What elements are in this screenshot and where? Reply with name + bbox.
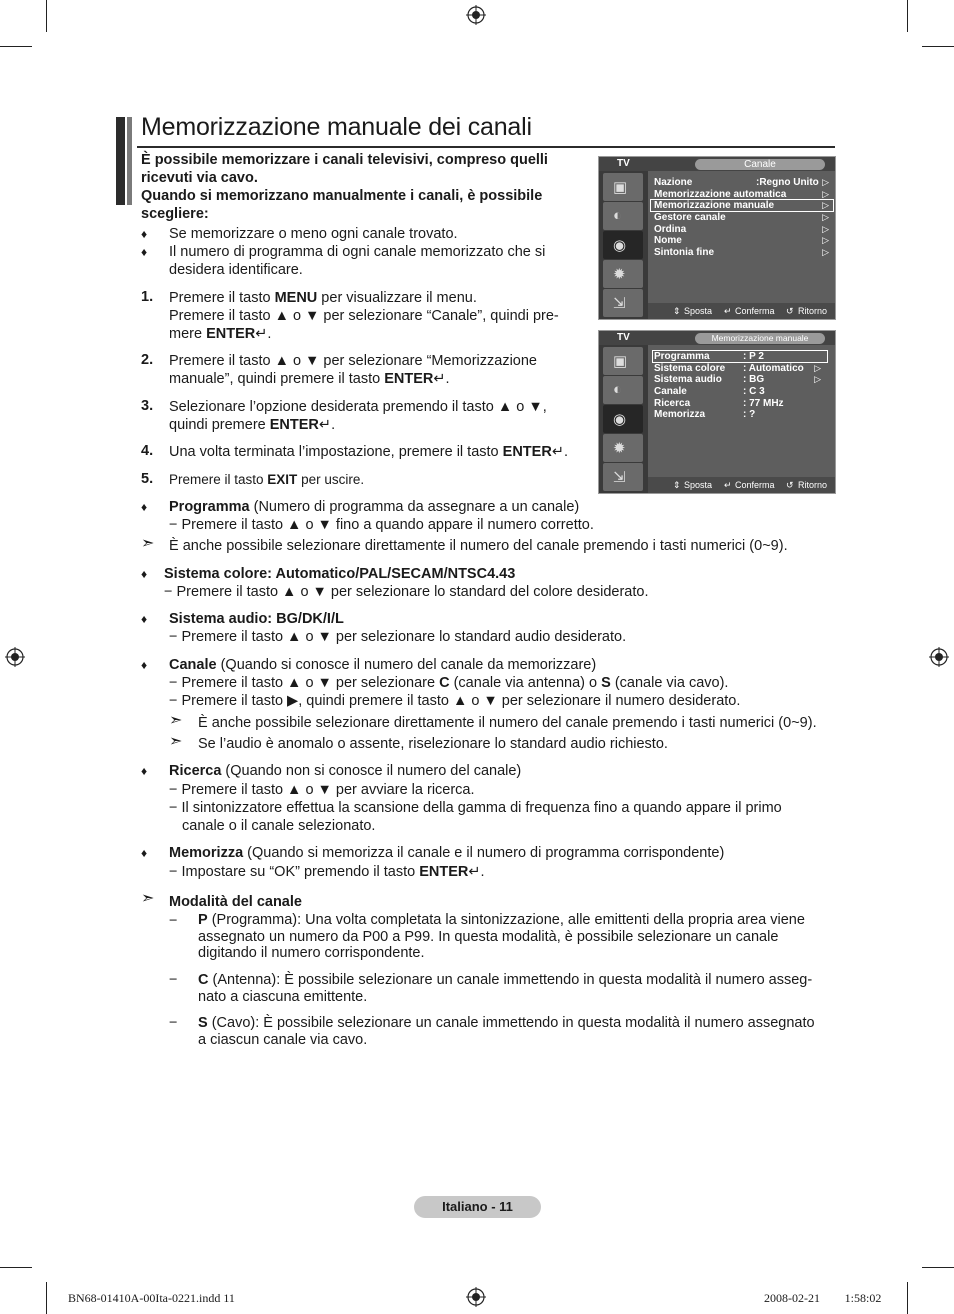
tv-menu-footer bbox=[648, 477, 835, 493]
input-icon: ⇲ bbox=[603, 289, 643, 317]
tv-menu-item[interactable]: Canale bbox=[654, 386, 687, 397]
modalita-heading: Modalità del canale bbox=[169, 894, 302, 910]
tv-menu-item[interactable]: Ordina bbox=[654, 224, 687, 235]
modalita-s: S (Cavo): È possibile selezionare un canale immettendo in questa modalità il numero assegnato a ciascun canale via cavo. bbox=[198, 1015, 815, 1048]
step-number: 4. bbox=[141, 443, 154, 459]
step-number: 1. bbox=[141, 289, 154, 305]
note-arrow-icon: ➣ bbox=[141, 890, 155, 907]
arrow-right-icon: ▷ bbox=[822, 200, 829, 210]
move-icon: ⇕ bbox=[673, 480, 681, 490]
tv-menu-item[interactable]: Sistema audio bbox=[654, 374, 722, 385]
sound-icon: ◐ bbox=[603, 202, 643, 230]
crop-mark bbox=[922, 1267, 954, 1268]
ricerca-text: canale o il canale selezionato. bbox=[182, 818, 376, 834]
crop-mark bbox=[46, 0, 47, 32]
note-arrow-icon: ➣ bbox=[141, 535, 155, 552]
tv-menu-item[interactable]: Gestore canale bbox=[654, 212, 726, 223]
registration-mark-icon bbox=[929, 647, 949, 667]
footer-file-info: BN68-01410A-00Ita-0221.indd 11 bbox=[68, 1291, 235, 1305]
tv-menu-value: : P 2 bbox=[743, 351, 764, 362]
tv-menu-value: : 77 MHz bbox=[743, 398, 784, 409]
tv-menu-item[interactable]: Programma bbox=[654, 351, 710, 362]
sistema-colore-text: − Premere il tasto ▲ o ▼ per selezionare lo standard del colore desiderato. bbox=[164, 584, 649, 600]
arrow-right-icon: ▷ bbox=[822, 247, 829, 257]
title-underline bbox=[137, 146, 835, 148]
dash: − bbox=[169, 1015, 178, 1031]
canale-note: Se l’audio è anomalo o assente, riselezionare lo standard audio richiesto. bbox=[198, 736, 668, 752]
setup-icon: ✹ bbox=[603, 260, 643, 288]
footer-move: Sposta bbox=[684, 306, 713, 316]
tv-menu-sidebar bbox=[599, 171, 648, 319]
canale-heading: Canale (Quando si conosce il numero del canale da memorizzare) bbox=[169, 657, 597, 673]
bullet-icon: ♦ bbox=[141, 567, 148, 581]
enter-icon: ↵ bbox=[551, 444, 564, 460]
arrow-right-icon: ▷ bbox=[822, 212, 829, 222]
step-1-text: Premere il tasto MENU per visualizzare il menu. bbox=[169, 290, 477, 306]
step-number: 3. bbox=[141, 398, 154, 414]
canale-note: È anche possibile selezionare direttamente il numero del canale premendo i tasti numerici (0~9). bbox=[198, 715, 817, 731]
bullet-icon: ♦ bbox=[141, 658, 148, 672]
tv-menu-item[interactable]: Sintonia fine bbox=[654, 247, 714, 258]
modalita-c: C (Antenna): È possibile selezionare un canale immettendo in questa modalità il numero asseg- nato a ciascuna emittente. bbox=[198, 972, 813, 1005]
tv-menu-memorizzazione-manuale bbox=[598, 330, 836, 494]
dash: − bbox=[169, 913, 178, 929]
enter-icon: ↵ bbox=[724, 306, 732, 316]
canale-text: − Premere il tasto ▲ o ▼ per selezionare C (canale via antenna) o S (canale via cavo). bbox=[169, 675, 729, 691]
enter-icon: ↵ bbox=[318, 417, 332, 433]
crop-mark bbox=[0, 1267, 32, 1268]
footer-move: Sposta bbox=[684, 480, 713, 490]
memorizza-heading: Memorizza (Quando si memorizza il canale e il numero di programma corrispondente) bbox=[169, 845, 725, 861]
step-1-text: Premere il tasto ▲ o ▼ per selezionare “Canale”, quindi pre- bbox=[169, 308, 559, 324]
channel-icon: ◉ bbox=[603, 405, 643, 433]
ricerca-text: − Il sintonizzatore effettua la scansione della gamma di frequenza fino a quando appare il primo bbox=[169, 800, 782, 816]
title-accent-bar bbox=[127, 117, 132, 205]
crop-mark bbox=[907, 1282, 908, 1314]
tv-menu-item[interactable]: Memorizzazione automatica bbox=[654, 189, 787, 200]
step-number: 5. bbox=[141, 471, 154, 487]
step-4-text: Una volta terminata l’impostazione, premere il tasto ENTER↵. bbox=[169, 444, 568, 460]
tv-menu-item[interactable]: Memorizza bbox=[654, 409, 706, 420]
sound-icon: ◐ bbox=[603, 376, 643, 404]
footer-return: Ritorno bbox=[798, 480, 828, 490]
step-3-text: Selezionare l’opzione desiderata premendo il tasto ▲ o ▼, bbox=[169, 399, 547, 415]
channel-icon: ◉ bbox=[603, 231, 643, 259]
registration-mark-icon bbox=[5, 647, 25, 667]
return-icon: ↺ bbox=[786, 306, 794, 316]
enter-icon: ↵ bbox=[724, 480, 732, 490]
tv-label: TV bbox=[617, 158, 630, 169]
footer-enter: Conferma bbox=[735, 306, 775, 316]
bullet-icon: ♦ bbox=[141, 764, 148, 778]
sistema-audio-heading: Sistema audio: BG/DK/I/L bbox=[169, 611, 344, 627]
page-number-label: Italiano - 11 bbox=[414, 1196, 541, 1218]
tv-menu-sidebar bbox=[599, 345, 648, 493]
tv-menu-value: : Automatico bbox=[743, 363, 804, 374]
input-icon: ⇲ bbox=[603, 463, 643, 491]
programma-heading: Programma (Numero di programma da assegnare a un canale) bbox=[169, 499, 580, 515]
ricerca-text: − Premere il tasto ▲ o ▼ per avviare la ricerca. bbox=[169, 782, 475, 798]
arrow-right-icon: ▷ bbox=[822, 177, 829, 187]
bullet-icon: ♦ bbox=[141, 245, 148, 259]
picture-icon: ▣ bbox=[603, 173, 643, 201]
tv-menu-value: : BG bbox=[743, 374, 765, 385]
modalita-p: P (Programma): Una volta completata la sintonizzazione, alle emittenti della propria area viene assegnato un numero da P00 a P99. In questa modalità, è possibile selezionare un canale digitando il numero corrispondente. bbox=[198, 912, 805, 961]
title-accent-bar bbox=[116, 117, 125, 205]
arrow-right-icon: ▷ bbox=[822, 189, 829, 199]
step-2-text: Premere il tasto ▲ o ▼ per selezionare “Memorizzazione bbox=[169, 353, 537, 369]
crop-mark bbox=[922, 46, 954, 47]
bullet-icon: ♦ bbox=[141, 227, 148, 241]
arrow-right-icon: ▷ bbox=[822, 224, 829, 234]
registration-mark-icon bbox=[466, 1287, 486, 1307]
tv-menu-footer bbox=[648, 303, 835, 319]
intro-bullet: Se memorizzare o meno ogni canale trovato. bbox=[169, 226, 458, 242]
bullet-icon: ♦ bbox=[141, 846, 148, 860]
crop-mark bbox=[907, 0, 908, 32]
dash: − bbox=[169, 972, 178, 988]
step-2-text: manuale”, quindi premere il tasto ENTER↵. bbox=[169, 371, 450, 387]
bullet-icon: ♦ bbox=[141, 500, 148, 514]
tv-menu-item[interactable]: Nazione bbox=[654, 177, 693, 188]
tv-menu-canale bbox=[598, 156, 836, 320]
page-title: Memorizzazione manuale dei canali bbox=[141, 113, 532, 141]
step-5-text: Premere il tasto EXIT per uscire. bbox=[169, 472, 365, 487]
intro-bullet-cont: desidera identificare. bbox=[169, 262, 303, 278]
intro-bullet: Il numero di programma di ogni canale memorizzato che si bbox=[169, 244, 546, 260]
enter-icon: ↵ bbox=[468, 864, 481, 880]
tv-menu-item[interactable]: Ricerca bbox=[654, 398, 691, 409]
arrow-right-icon: ▷ bbox=[822, 235, 829, 245]
canale-text: − Premere il tasto ▶, quindi premere il tasto ▲ o ▼ per selezionare il numero desiderato. bbox=[169, 693, 741, 709]
crop-mark bbox=[0, 46, 32, 47]
sistema-audio-text: − Premere il tasto ▲ o ▼ per selezionare lo standard audio desiderato. bbox=[169, 629, 627, 645]
return-icon: ↺ bbox=[786, 480, 794, 490]
tv-menu-header: Canale bbox=[695, 159, 825, 170]
move-icon: ⇕ bbox=[673, 306, 681, 316]
bullet-icon: ♦ bbox=[141, 612, 148, 626]
ricerca-heading: Ricerca (Quando non si conosce il numero del canale) bbox=[169, 763, 522, 779]
footer-enter: Conferma bbox=[735, 480, 775, 490]
tv-menu-value: :Regno Unito bbox=[756, 177, 819, 188]
step-1-text: mere ENTER↵. bbox=[169, 326, 272, 342]
crop-mark bbox=[46, 1282, 47, 1314]
footer-return: Ritorno bbox=[798, 306, 828, 316]
tv-menu-item[interactable]: Sistema colore bbox=[654, 363, 726, 374]
tv-label: TV bbox=[617, 332, 630, 343]
tv-menu-value: : ? bbox=[743, 409, 756, 420]
tv-menu-item[interactable]: Memorizzazione manuale bbox=[654, 200, 775, 211]
registration-mark-icon bbox=[466, 5, 486, 25]
tv-menu-item[interactable]: Nome bbox=[654, 235, 682, 246]
step-3-text: quindi premere ENTER↵. bbox=[169, 417, 336, 433]
arrow-right-icon: ▷ bbox=[814, 363, 821, 373]
setup-icon: ✹ bbox=[603, 434, 643, 462]
tv-menu-header: Memorizzazione manuale bbox=[695, 333, 825, 344]
intro-text: È possibile memorizzare i canali televisivi, compreso quelli ricevuti via cavo. Quando si memorizzano manualmente i canali, è possibile scegliere: bbox=[141, 152, 548, 222]
memorizza-text: − Impostare su “OK” premendo il tasto ENTER↵. bbox=[169, 864, 485, 880]
note-arrow-icon: ➣ bbox=[169, 733, 183, 750]
arrow-right-icon: ▷ bbox=[814, 374, 821, 384]
programma-note: È anche possibile selezionare direttamente il numero del canale premendo i tasti numerici (0~9). bbox=[169, 538, 788, 554]
footer-timestamp: 2008-02-21 ￿￿ 1:58:02 bbox=[764, 1291, 882, 1305]
step-number: 2. bbox=[141, 352, 154, 368]
note-arrow-icon: ➣ bbox=[169, 712, 183, 729]
picture-icon: ▣ bbox=[603, 347, 643, 375]
sistema-colore-heading: Sistema colore: Automatico/PAL/SECAM/NTSC4.43 bbox=[164, 566, 516, 582]
enter-icon: ↵ bbox=[255, 326, 268, 342]
programma-text: − Premere il tasto ▲ o ▼ fino a quando appare il numero corretto. bbox=[169, 517, 594, 533]
tv-menu-value: : C 3 bbox=[743, 386, 765, 397]
enter-icon: ↵ bbox=[433, 371, 446, 387]
